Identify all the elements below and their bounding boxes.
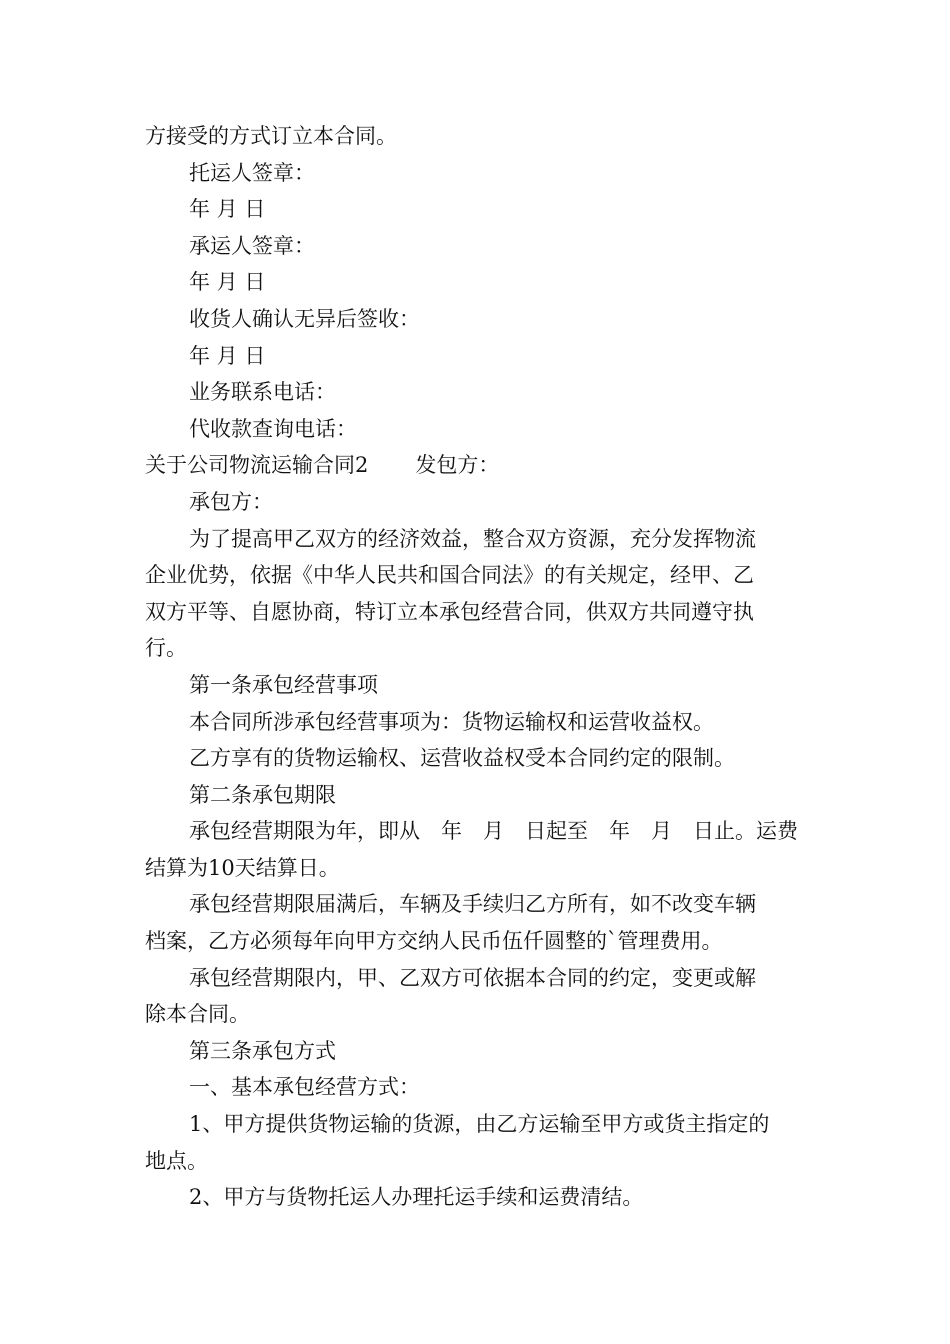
- business-phone-label: 业务联系电话：: [189, 380, 336, 405]
- paragraph-line: 乙方享有的货物运输权、运营收益权受本合同约定的限制。: [189, 746, 735, 771]
- paragraph-line: 地点。: [145, 1148, 208, 1173]
- date-line: 年 月 日: [189, 197, 266, 222]
- paragraph-line: 双方平等、自愿协商，特订立本承包经营合同，供双方共同遵守执: [145, 599, 754, 624]
- consignee-signature-label: 收货人确认无异后签收：: [189, 306, 420, 331]
- paragraph-line: 结算为10天结算日。: [145, 855, 340, 880]
- paragraph-line: 承包经营期限为年，即从 年 月 日起至 年 月 日止。运费: [189, 819, 798, 844]
- paragraph-line: 为了提高甲乙双方的经济效益，整合双方资源，充分发挥物流: [189, 526, 756, 551]
- article-heading: 第二条承包期限: [189, 782, 336, 807]
- text-line: 方接受的方式订立本合同。: [145, 124, 397, 148]
- paragraph-line: 1、甲方提供货物运输的货源，由乙方运输至甲方或货主指定的: [189, 1112, 770, 1137]
- article-heading: 第一条承包经营事项: [189, 672, 378, 697]
- paragraph-line: 行。: [145, 636, 187, 661]
- contract-title: 关于公司物流运输合同2: [145, 453, 369, 478]
- date-line: 年 月 日: [189, 270, 266, 295]
- paragraph-line: 承包经营期限内，甲、乙双方可依据本合同的约定，变更或解: [189, 965, 756, 990]
- document-body: [145, 118, 810, 1216]
- paragraph-line: 企业优势，依据《中华人民共和国合同法》的有关规定，经甲、乙: [145, 563, 754, 588]
- paragraph-line: 除本合同。: [145, 1002, 250, 1027]
- employer-label: 发包方：: [415, 453, 500, 478]
- paragraph-line: 2、甲方与货物托运人办理托运手续和运费清结。: [189, 1185, 644, 1210]
- article-heading: 第三条承包方式: [189, 1038, 336, 1063]
- shipper-signature-label: 托运人签章：: [189, 160, 315, 185]
- section-heading-line: [145, 447, 810, 484]
- date-line: 年 月 日: [189, 343, 266, 368]
- collection-phone-label: 代收款查询电话：: [189, 416, 357, 441]
- carrier-signature-label: 承运人签章：: [189, 233, 315, 258]
- subheading: 一、基本承包经营方式：: [189, 1075, 420, 1100]
- contractor-label: 承包方：: [189, 489, 273, 514]
- paragraph-line: 档案，乙方必须每年向甲方交纳人民币伍仟圆整的`管理费用。: [145, 929, 723, 954]
- paragraph-line: 承包经营期限届满后，车辆及手续归乙方所有，如不改变车辆: [189, 892, 756, 917]
- paragraph-line: 本合同所涉承包经营事项为：货物运输权和运营收益权。: [189, 709, 714, 734]
